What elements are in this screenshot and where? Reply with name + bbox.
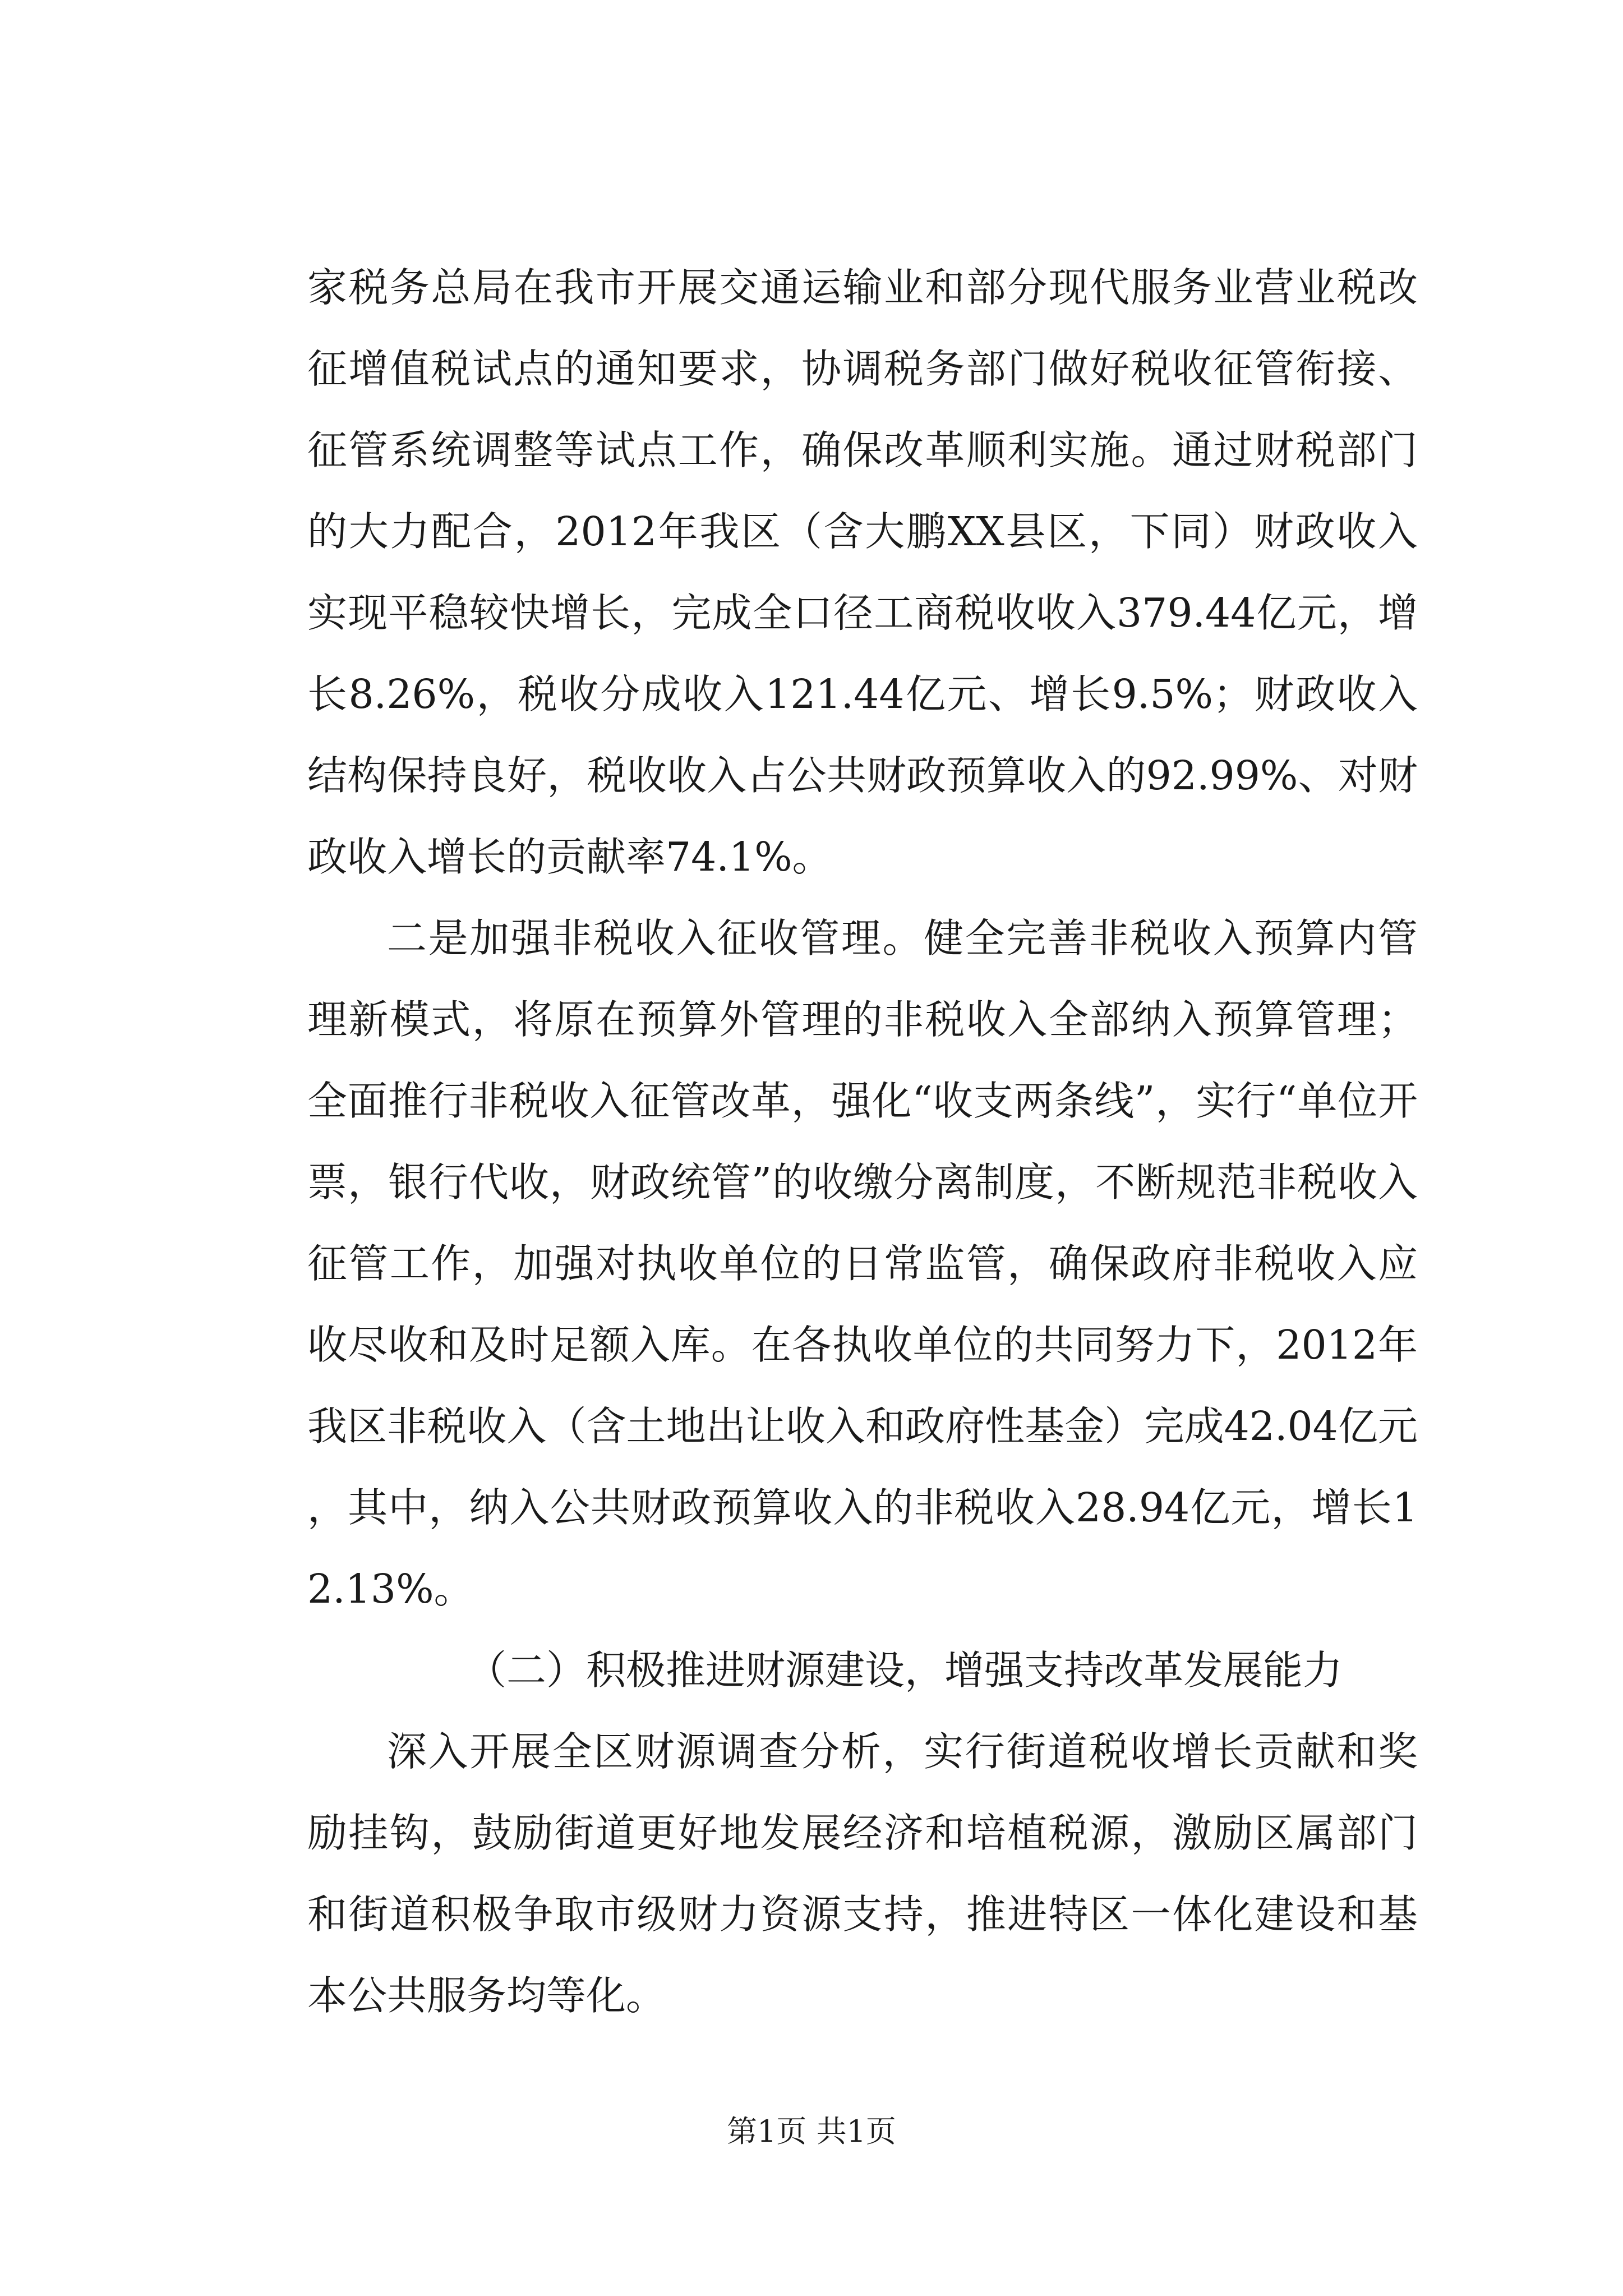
paragraph-non-tax-revenue: 二是加强非税收入征收管理。健全完善非税收入预算内管理新模式，将原在预算外管理的非税收入全部纳入预算管理；全面推行非税收入征管改革，强化“收支两条线”，实行“单位开票，银行代收，财政统管”的收缴分离制度，不断规范非税收入征管工作，加强对执收单位的日常监管，确保政府非税收入应收尽收和及时足额入库。在各执收单位的共同努力下，2012年我区非税收入（含土地出让收入和政府性基金）完成42.04亿元，其中，纳入公共财政预算收入的非税收入28.94亿元，增长12.13%。 [307,915,1418,1612]
document-body [307,247,1418,2036]
paragraph-tax-revenue: 家税务总局在我市开展交通运输业和部分现代服务业营业税改征增值税试点的通知要求，协调税务部门做好税收征管衔接、征管系统调整等试点工作，确保改革顺利实施。通过财税部门的大力配合，2012年我区（含大鹏XX县区，下同）财政收入实现平稳较快增长，完成全口径工商税收收入379.44亿元，增长8.26%，税收分成收入121.44亿元、增长9.5%；财政收入结构保持良好，税收收入占公共财政预算收入的92.99%、对财政收入增长的贡献率74.1%。 [307,264,1418,880]
section-heading: （二）积极推进财源建设，增强支持改革发展能力 [467,1647,1343,1694]
paragraph-revenue-source: 深入开展全区财源调查分析，实行街道税收增长贡献和奖励挂钩，鼓励街道更好地发展经济和培植税源，激励区属部门和街道积极争取市级财力资源支持，推进特区一体化建设和基本公共服务均等化。 [307,1728,1418,2019]
page-number-footer: 第1页 共1页 [727,2114,896,2149]
